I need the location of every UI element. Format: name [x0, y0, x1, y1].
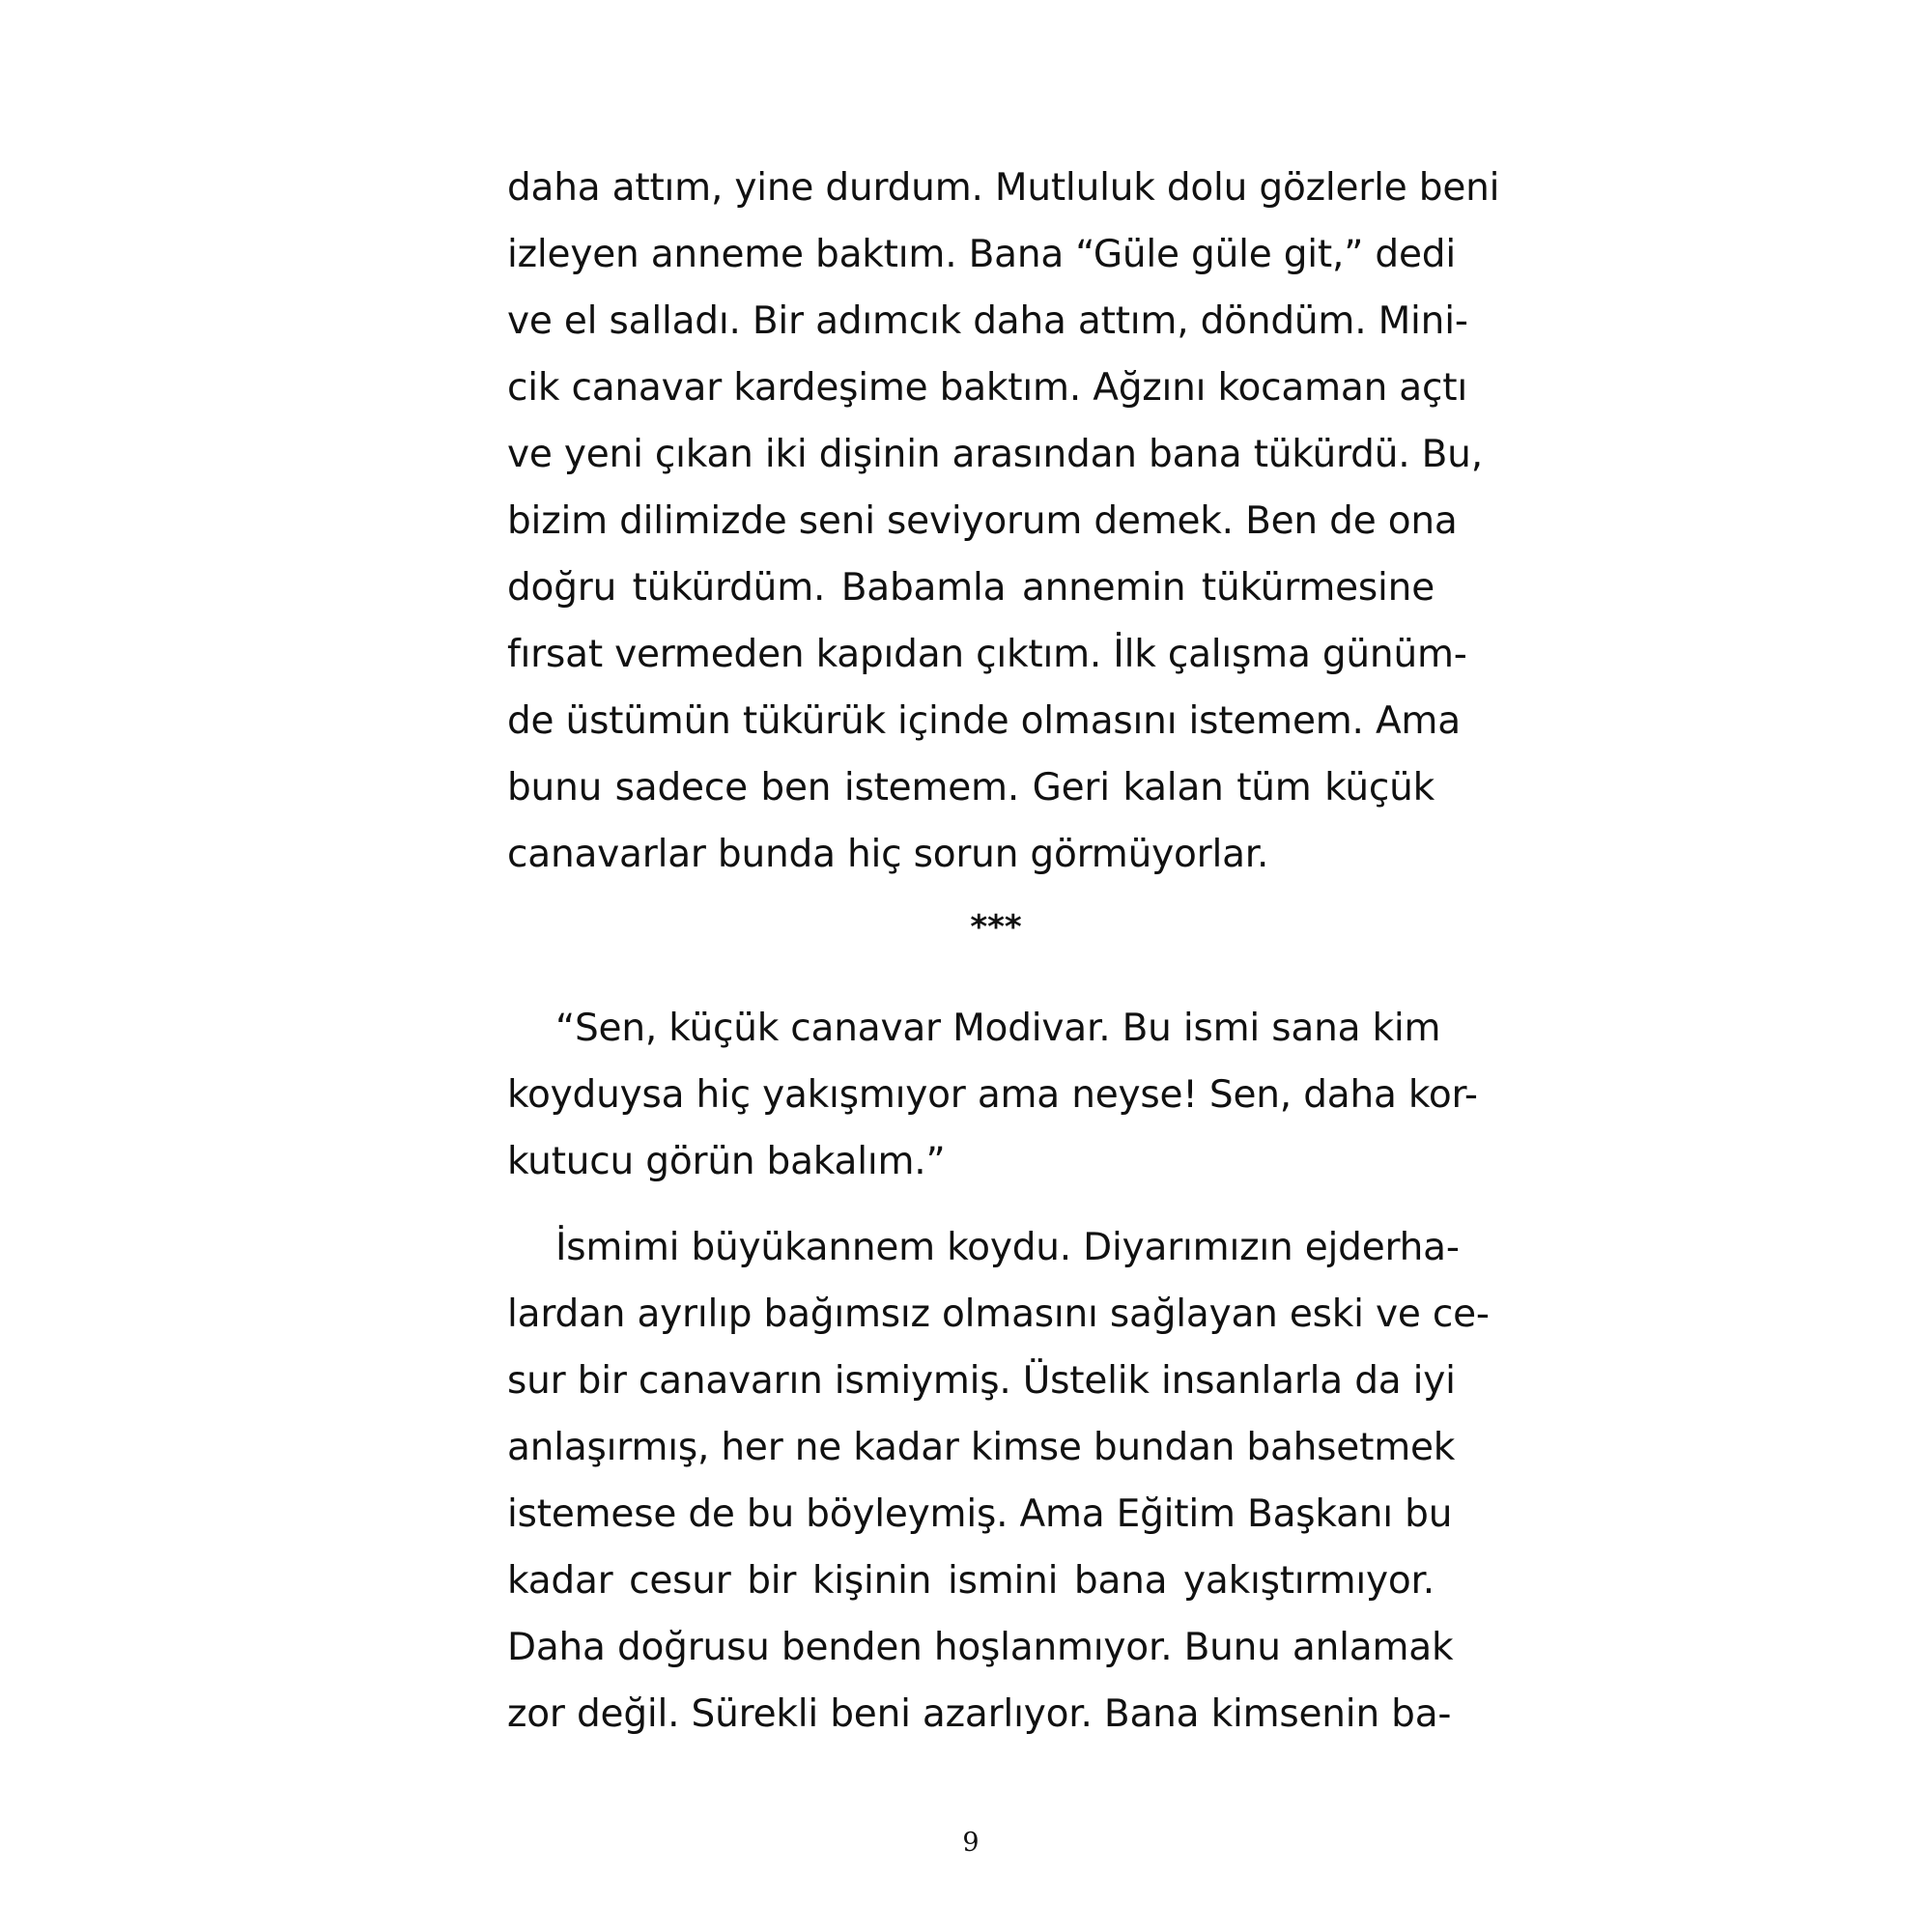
paragraph-2 [507, 995, 1478, 1195]
text-line: de üstümün tükürük içinde olmasını istemem. Ama [507, 699, 1461, 743]
text-line: sur bir canavarın ismiymiş. Üstelik insanlarla da iyi [507, 1359, 1456, 1403]
text-line: bunu sadece ben istemem. Geri kalan tüm küçük [507, 766, 1435, 810]
text-line: daha attım, yine durdum. Mutluluk dolu gözlerle beni [507, 166, 1500, 210]
text-line: kutucu görün bakalım.” [507, 1140, 946, 1183]
section-separator: *** [970, 908, 1022, 947]
text-line: fırsat vermeden kapıdan çıktım. İlk çalışma günüm- [507, 633, 1467, 676]
text-line: bizim dilimizde seni seviyorum demek. Ben de ona [507, 499, 1458, 543]
paragraph-1 [507, 155, 1500, 888]
text-line: izleyen anneme baktım. Bana “Güle güle git,” dedi [507, 233, 1456, 276]
text-line: ve yeni çıkan iki dişinin arasından bana tükürdü. Bu, [507, 433, 1483, 476]
page-number: 9 [962, 1828, 980, 1858]
text-line: ve el salladı. Bir adımcık daha attım, döndüm. Mini- [507, 299, 1468, 343]
text-line: Daha doğrusu benden hoşlanmıyor. Bunu anlamak [507, 1626, 1454, 1669]
text-line: istemese de bu böyleymiş. Ama Eğitim Başkanı bu [507, 1492, 1453, 1536]
text-line: kadar cesur bir kişinin ismini bana yakıştırmıyor. [507, 1559, 1435, 1603]
text-line: doğru tükürdüm. Babamla annemin tükürmesine [507, 566, 1435, 610]
text-line: canavarlar bunda hiç sorun görmüyorlar. [507, 833, 1269, 876]
paragraph-3 [507, 1214, 1490, 1747]
text-line: İsmimi büyükannem koydu. Diyarımızın ejderha- [555, 1226, 1460, 1269]
text-line: anlaşırmış, her ne kadar kimse bundan bahsetmek [507, 1426, 1456, 1469]
text-line: “Sen, küçük canavar Modivar. Bu ismi sana kim [555, 1007, 1441, 1050]
text-line: lardan ayrılıp bağımsız olmasını sağlayan eski ve ce- [507, 1293, 1490, 1336]
text-line: zor değil. Sürekli beni azarlıyor. Bana kimsenin ba- [507, 1692, 1452, 1736]
text-line: cik canavar kardeşime baktım. Ağzını kocaman açtı [507, 366, 1467, 410]
text-line: koyduysa hiç yakışmıyor ama neyse! Sen, daha kor- [507, 1073, 1478, 1117]
